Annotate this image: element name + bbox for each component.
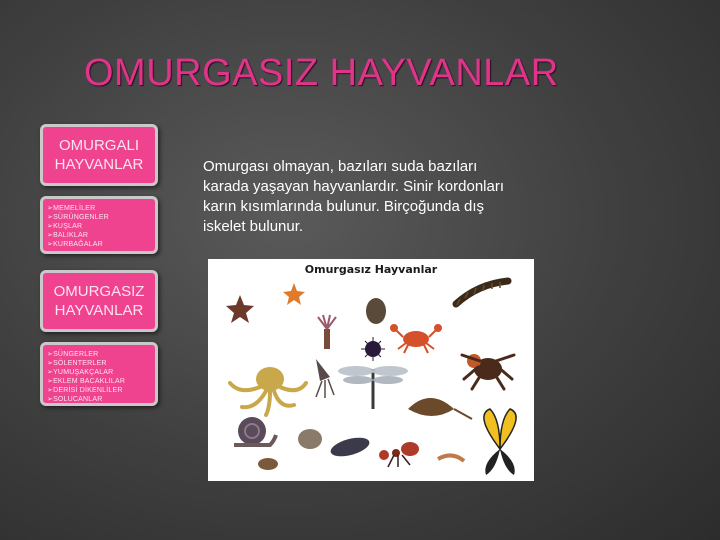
vertebrates-heading: OMURGALI HAYVANLAR bbox=[54, 137, 144, 173]
vertebrates-list bbox=[40, 196, 158, 254]
shell-icon bbox=[366, 298, 386, 324]
list-item: ➢SOLUCANLAR bbox=[47, 396, 103, 403]
horseshoe-crab-icon bbox=[408, 398, 472, 419]
description-line: karın kısımlarında bulunur. Birçoğunda dış bbox=[203, 198, 484, 215]
list-item: ➢SÜRÜNGENLER bbox=[47, 214, 109, 221]
dragonfly-icon bbox=[338, 366, 408, 409]
description-line: Omurgası olmayan, bazıları suda bazıları bbox=[203, 158, 478, 175]
list-item: ➢SÖLENTERLER bbox=[47, 360, 107, 367]
list-item: ➢YUMUŞAKÇALAR bbox=[47, 369, 114, 376]
description-line: karada yaşayan hayvanlardır. Sinir kordonları bbox=[203, 178, 504, 195]
octopus-icon bbox=[230, 367, 306, 415]
slide-title: OMURGASIZ HAYVANLAR bbox=[84, 52, 559, 94]
clam-icon bbox=[298, 429, 322, 449]
starfish-icon bbox=[226, 295, 254, 323]
invertebrates-heading: OMURGASIZ HAYVANLAR bbox=[53, 283, 145, 319]
spider-icon bbox=[462, 354, 514, 389]
vertebrates-heading-box bbox=[40, 124, 158, 186]
invertebrates-heading-box bbox=[40, 270, 158, 332]
list-item: ➢KUŞLAR bbox=[47, 223, 83, 230]
invertebrates-list bbox=[40, 342, 158, 406]
list-item: ➢BALIKLAR bbox=[47, 232, 89, 239]
description-text bbox=[203, 157, 603, 237]
mussel-icon bbox=[329, 434, 372, 460]
shrimp-icon bbox=[438, 455, 464, 461]
list-item: ➢EKLEM BACAKLILAR bbox=[47, 378, 126, 385]
chiton-icon bbox=[258, 458, 278, 470]
squid-icon bbox=[316, 359, 334, 398]
snail-icon bbox=[234, 417, 276, 445]
invertebrates-illustration bbox=[208, 259, 534, 481]
illustration-title: Omurgasız Hayvanlar bbox=[304, 263, 438, 276]
animals-drawing bbox=[208, 259, 534, 481]
sea-urchin-icon bbox=[361, 337, 385, 361]
list-item: ➢MEMELİLER bbox=[47, 205, 96, 212]
anemone-icon bbox=[318, 315, 336, 349]
description-line: iskelet bulunur. bbox=[203, 218, 304, 235]
list-item: ➢KURBAĞALAR bbox=[47, 241, 103, 248]
butterfly-icon bbox=[484, 409, 516, 475]
list-item: ➢SÜNGERLER bbox=[47, 351, 99, 358]
list-item: ➢DERİSİ DİKENLİLER bbox=[47, 387, 123, 394]
ant-icon bbox=[379, 442, 419, 467]
crab-icon bbox=[390, 324, 442, 353]
starfish-icon bbox=[283, 283, 305, 305]
millipede-icon bbox=[456, 281, 508, 305]
